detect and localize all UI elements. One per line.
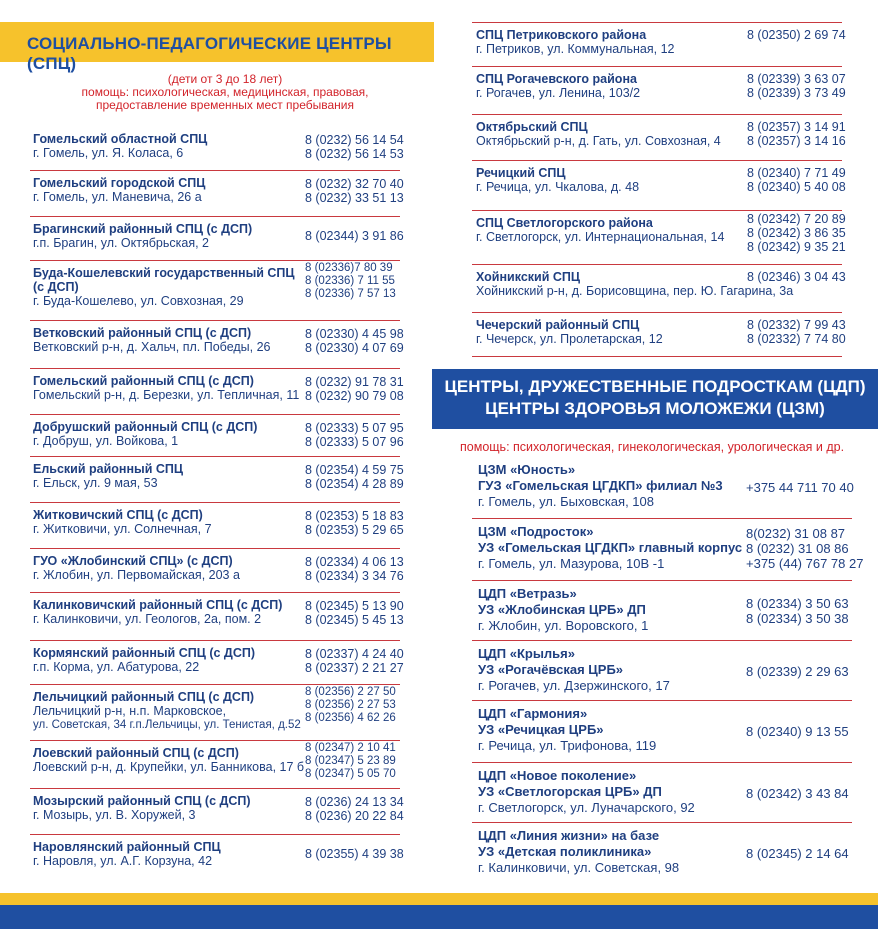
divider: [472, 640, 852, 641]
phone-number: 8 (02334) 3 34 76: [305, 569, 404, 583]
divider: [30, 788, 400, 789]
divider: [472, 264, 842, 265]
spc-entry-name: Калинковичский районный СПЦ (с ДСП): [33, 598, 283, 612]
spc-entry-address: г.п. Корма, ул. Абатурова, 22: [33, 660, 200, 674]
spc-entry-phones: [305, 599, 404, 627]
phone-number: 8 (0232) 31 08 86: [746, 541, 849, 556]
cdp-entry-phones: [746, 596, 849, 626]
spc-entry-phones: [747, 318, 846, 346]
cdp-entry-institution: УЗ «Речицкая ЦРБ»: [478, 722, 604, 737]
phone-number: 8 (0232) 90 79 08: [305, 389, 404, 403]
spc-entry-name: Лельчицкий районный СПЦ (с ДСП): [33, 690, 255, 704]
spc-entry-name: Добрушский районный СПЦ (с ДСП): [33, 420, 258, 434]
spc-entry-name: ГУО «Жлобинский СПЦ» (с ДСП): [33, 554, 233, 568]
spc-entry-phones: [747, 270, 846, 284]
divider: [472, 114, 842, 115]
divider: [30, 456, 400, 457]
spc-entry-phones: [305, 847, 404, 861]
spc-entry-phones: [747, 120, 846, 148]
phone-number: 8 (02337) 4 24 40: [305, 647, 404, 661]
spc-entry-name: Наровлянский районный СПЦ: [33, 840, 221, 854]
phone-number: 8 (02330) 4 45 98: [305, 327, 404, 341]
phone-number: 8 (0232) 32 70 40: [305, 177, 404, 191]
czm-title: ЦЕНТРЫ ЗДОРОВЬЯ МОЛОЖЕЖИ (ЦЗМ): [485, 399, 825, 418]
phone-number: 8 (02354) 4 59 75: [305, 463, 404, 477]
spc-entry-address: г. Ельск, ул. 9 мая, 53: [33, 476, 158, 490]
spc-entry-address: г. Мозырь, ул. В. Хоружей, 3: [33, 808, 196, 822]
divider: [30, 740, 400, 741]
spc-entry-address: г. Добруш, ул. Войкова, 1: [33, 434, 179, 448]
spc-entry-name: Речицкий СПЦ: [476, 166, 566, 180]
cdp-entry-name: ЦЗМ «Подросток»: [478, 524, 594, 539]
spc-entry-address: г. Калинковичи, ул. Геологов, 2а, пом. 2: [33, 612, 262, 626]
spc-entry-name: СПЦ Светлогорского района: [476, 216, 653, 230]
divider: [30, 260, 400, 261]
cdp-entry-phones: [746, 724, 849, 739]
phone-number: 8 (02332) 7 74 80: [747, 332, 846, 346]
phone-number: 8 (0232) 56 14 53: [305, 147, 404, 161]
phone-number: 8 (0232) 56 14 54: [305, 133, 404, 147]
phone-number: 8 (02340) 7 71 49: [747, 166, 846, 180]
divider: [30, 684, 400, 685]
divider: [472, 356, 842, 357]
cdp-entry-address: г. Калинковичи, ул. Советская, 98: [478, 860, 680, 875]
spc-entry-name: Кормянский районный СПЦ (с ДСП): [33, 646, 255, 660]
spc-entry-address: г. Петриков, ул. Коммунальная, 12: [476, 42, 675, 56]
phone-number: 8 (02357) 3 14 16: [747, 134, 846, 148]
phone-number: +375 (44) 767 78 27: [746, 556, 864, 571]
cdp-entry-phones: [746, 786, 849, 801]
divider: [30, 548, 400, 549]
phone-number: 8 (02357) 3 14 91: [747, 120, 846, 134]
phone-number: 8 (02347) 2 10 41: [305, 742, 396, 754]
cdp-entry-institution: УЗ «Рогачёвская ЦРБ»: [478, 662, 624, 677]
divider: [472, 160, 842, 161]
spc-entry-address: г. Жлобин, ул. Первомайская, 203 а: [33, 568, 240, 582]
cdp-entry-institution: УЗ «Жлобинская ЦРБ» ДП: [478, 602, 646, 617]
spc-entry-address: г. Гомель, ул. Маневича, 26 а: [33, 190, 202, 204]
spc-entry-name: Буда-Кошелевский государственный СПЦ: [33, 266, 295, 280]
cdp-entry-phones: [746, 480, 854, 495]
cdp-help-note: помощь: психологическая, гинекологическая, урологическая и др.: [460, 440, 845, 454]
spc-entry-phones: [305, 686, 396, 725]
phone-number: 8 (02356) 2 27 50: [305, 686, 396, 698]
divider: [472, 66, 842, 67]
cdp-entry-institution: УЗ «Светлогорская ЦРБ» ДП: [478, 784, 662, 799]
phone-number: 8 (02336) 7 11 55: [305, 275, 395, 287]
spc-entry-phones: [305, 375, 404, 403]
spc-entry-phones: [305, 229, 404, 243]
spc-entry-address: г. Чечерск, ул. Пролетарская, 12: [476, 332, 663, 346]
phone-number: 8 (0232) 91 78 31: [305, 375, 404, 389]
divider: [30, 592, 400, 593]
phone-number: 8 (02342) 3 86 35: [747, 226, 846, 240]
spc-entry-address: Лоевский р-н, д. Крупейки, ул. Банникова, 17 б: [33, 760, 305, 774]
divider: [30, 320, 400, 321]
spc-entry-name: СПЦ Рогачевского района: [476, 72, 637, 86]
spc-entry-name-cont: (с ДСП): [33, 280, 79, 294]
spc-entry-name: СПЦ Петриковского района: [476, 28, 647, 42]
phone-number: +375 44 711 70 40: [746, 480, 854, 495]
phone-number: 8 (02356) 4 62 26: [305, 712, 396, 724]
spc-age-note: (дети от 3 до 18 лет): [167, 72, 283, 86]
divider: [30, 368, 400, 369]
spc-entry-address: г.п. Брагин, ул. Октябрьская, 2: [33, 236, 209, 250]
spc-entry-name: Чечерский районный СПЦ: [476, 318, 640, 332]
phone-number: 8 (02333) 5 07 96: [305, 435, 404, 449]
cdp-entry-address: г. Гомель, ул. Мазурова, 10В -1: [478, 556, 665, 571]
spc-entry-address-cont: ул. Советская, 34 г.п.Лельчицы, ул. Тенистая, д.52: [33, 719, 301, 731]
spc-entry-address: г. Наровля, ул. А.Г. Корзуна, 42: [33, 854, 213, 868]
spc-entry-name: Гомельский районный СПЦ (с ДСП): [33, 374, 254, 388]
cdp-entry-address: г. Рогачев, ул. Дзержинского, 17: [478, 678, 670, 693]
cdp-entry-phones: [746, 526, 863, 571]
phone-number: 8 (02354) 4 28 89: [305, 477, 404, 491]
spc-entry-phones: [747, 72, 846, 100]
divider: [30, 170, 400, 171]
divider: [472, 312, 842, 313]
spc-entry-phones: [747, 212, 846, 254]
phone-number: 8 (02353) 5 29 65: [305, 523, 404, 537]
phone-number: 8 (02336)7 80 39: [305, 262, 393, 274]
spc-help-note: [40, 73, 410, 112]
phone-number: 8(0232) 31 08 87: [746, 526, 846, 541]
phone-number: 8 (02342) 7 20 89: [747, 212, 846, 226]
spc-entry-address: г. Светлогорск, ул. Интернациональная, 14: [476, 230, 725, 244]
phone-number: 8 (0236) 20 22 84: [305, 809, 404, 823]
divider: [30, 414, 400, 415]
phone-number: 8 (02337) 2 21 27: [305, 661, 404, 675]
phone-number: 8 (02340) 9 13 55: [746, 724, 849, 739]
cdp-title-banner: [432, 369, 878, 429]
spc-entry-name: Мозырский районный СПЦ (с ДСП): [33, 794, 251, 808]
spc-entry-phones: [305, 262, 396, 301]
spc-entry-address: Хойникский р-н, д. Борисовщина, пер. Ю. Гагарина, 3а: [476, 284, 794, 298]
spc-entry-phones: [305, 463, 404, 491]
divider: [472, 580, 852, 581]
cdp-entry-address: г. Жлобин, ул. Воровского, 1: [478, 618, 649, 633]
spc-entry-address: г. Гомель, ул. Я. Коласа, 6: [33, 146, 184, 160]
phone-number: 8 (02342) 9 35 21: [747, 240, 846, 254]
divider: [472, 762, 852, 763]
phone-number: 8 (02347) 5 05 70: [305, 768, 396, 780]
spc-entry-phones: [747, 166, 846, 194]
divider: [30, 640, 400, 641]
phone-number: 8 (02339) 2 29 63: [746, 664, 849, 679]
cdp-entry-address: г. Речица, ул. Трифонова, 119: [478, 738, 657, 753]
cdp-entry-name: ЦДП «Линия жизни» на базе: [478, 828, 660, 843]
spc-entry-name: Ельский районный СПЦ: [33, 462, 183, 476]
phone-number: 8 (02355) 4 39 38: [305, 847, 404, 861]
spc-entry-name: Лоевский районный СПЦ (с ДСП): [33, 746, 239, 760]
spc-entry-phones: [305, 177, 404, 205]
spc-entry-name: Брагинский районный СПЦ (с ДСП): [33, 222, 253, 236]
divider: [472, 22, 842, 23]
spc-title: СОЦИАЛЬНО-ПЕДАГОГИЧЕСКИЕ ЦЕНТРЫ (СПЦ): [27, 34, 392, 73]
spc-entry-phones: [305, 133, 404, 161]
phone-number: 8 (02334) 3 50 63: [746, 596, 849, 611]
spc-entry-address: Лельчицкий р-н, н.п. Марковское,: [33, 704, 227, 718]
divider: [30, 502, 400, 503]
spc-entry-name: Житковичский СПЦ (с ДСП): [33, 508, 203, 522]
spc-entry-phones: [305, 647, 404, 675]
cdp-entry-name: ЦДП «Новое поколение»: [478, 768, 637, 783]
cdp-entry-address: г. Гомель, ул. Быховская, 108: [478, 494, 654, 509]
phone-number: 8 (02356) 2 27 53: [305, 699, 396, 711]
spc-entry-phones: [305, 795, 404, 823]
spc-entry-address: г. Житковичи, ул. Солнечная, 7: [33, 522, 212, 536]
spc-entry-name: Хойникский СПЦ: [476, 270, 581, 284]
spc-entry-name: Гомельский областной СПЦ: [33, 132, 208, 146]
spc-entry-name: Ветковский районный СПЦ (с ДСП): [33, 326, 252, 340]
phone-number: 8 (02339) 3 73 49: [747, 86, 846, 100]
phone-number: 8 (02334) 3 50 38: [746, 611, 849, 626]
cdp-entry-name: ЦДП «Крылья»: [478, 646, 575, 661]
phone-number: 8 (02330) 4 07 69: [305, 341, 404, 355]
phone-number: 8 (02345) 5 13 90: [305, 599, 404, 613]
phone-number: 8 (02332) 7 99 43: [747, 318, 846, 332]
phone-number: 8 (02346) 3 04 43: [747, 270, 846, 284]
spc-entry-phones: [305, 327, 404, 355]
spc-entry-name: Гомельский городской СПЦ: [33, 176, 206, 190]
divider: [472, 700, 852, 701]
spc-entry-phones: [305, 509, 404, 537]
footer-blue-stripe: [0, 905, 878, 929]
spc-entry-phones: [305, 742, 396, 781]
divider: [472, 518, 852, 519]
spc-entry-address: г. Буда-Кошелево, ул. Совхозная, 29: [33, 294, 244, 308]
footer-yellow-stripe: [0, 893, 878, 905]
phone-number: 8 (02353) 5 18 83: [305, 509, 404, 523]
spc-entry-address: г. Рогачев, ул. Ленина, 103/2: [476, 86, 641, 100]
cdp-entry-institution: УЗ «Детская поликлиника»: [478, 844, 652, 859]
phone-number: 8 (02333) 5 07 95: [305, 421, 404, 435]
phone-number: 8 (0232) 33 51 13: [305, 191, 404, 205]
spc-entry-address: Октябрьский р-н, д. Гать, ул. Совхозная, 4: [476, 134, 721, 148]
divider: [472, 822, 852, 823]
divider: [30, 216, 400, 217]
spc-help-line1: помощь: психологическая, медицинская, правовая,: [81, 85, 369, 99]
cdp-entry-name: ЦДП «Гармония»: [478, 706, 588, 721]
divider: [472, 210, 842, 211]
phone-number: 8 (02342) 3 43 84: [746, 786, 849, 801]
cdp-entry-name: ЦДП «Ветразь»: [478, 586, 577, 601]
phone-number: 8 (02350) 2 69 74: [747, 28, 846, 42]
spc-entry-address: Ветковский р-н, д. Хальч, пл. Победы, 26: [33, 340, 271, 354]
phone-number: 8 (02334) 4 06 13: [305, 555, 404, 569]
spc-entry-phones: [747, 28, 846, 42]
phone-number: 8 (02345) 2 14 64: [746, 846, 849, 861]
phone-number: 8 (02344) 3 91 86: [305, 229, 404, 243]
spc-help-line2: предоставление временных мест пребывания: [96, 98, 354, 112]
spc-entry-name: Октябрьский СПЦ: [476, 120, 588, 134]
phone-number: 8 (0236) 24 13 34: [305, 795, 404, 809]
phone-number: 8 (02345) 5 45 13: [305, 613, 404, 627]
cdp-entry-name: ЦЗМ «Юность»: [478, 462, 576, 477]
spc-entry-address: г. Речица, ул. Чкалова, д. 48: [476, 180, 640, 194]
cdp-entry-institution: УЗ «Гомельская ЦГДКП» главный корпус: [478, 540, 743, 555]
spc-entry-phones: [305, 421, 404, 449]
phone-number: 8 (02347) 5 23 89: [305, 755, 396, 767]
spc-entry-address: Гомельский р-н, д. Березки, ул. Тепличная, 11: [33, 388, 300, 402]
spc-title-banner: [0, 22, 434, 73]
cdp-entry-phones: [746, 846, 849, 861]
spc-entry-phones: [305, 555, 404, 583]
cdp-title: ЦЕНТРЫ, ДРУЖЕСТВЕННЫЕ ПОДРОСТКАМ (ЦДП): [444, 377, 866, 396]
phone-number: 8 (02339) 3 63 07: [747, 72, 846, 86]
cdp-entry-institution: ГУЗ «Гомельская ЦГДКП» филиал №3: [478, 478, 723, 493]
cdp-entry-address: г. Светлогорск, ул. Луначарского, 92: [478, 800, 695, 815]
phone-number: 8 (02336) 7 57 13: [305, 288, 396, 300]
phone-number: 8 (02340) 5 40 08: [747, 180, 846, 194]
cdp-entry-phones: [746, 664, 849, 679]
divider: [30, 834, 400, 835]
